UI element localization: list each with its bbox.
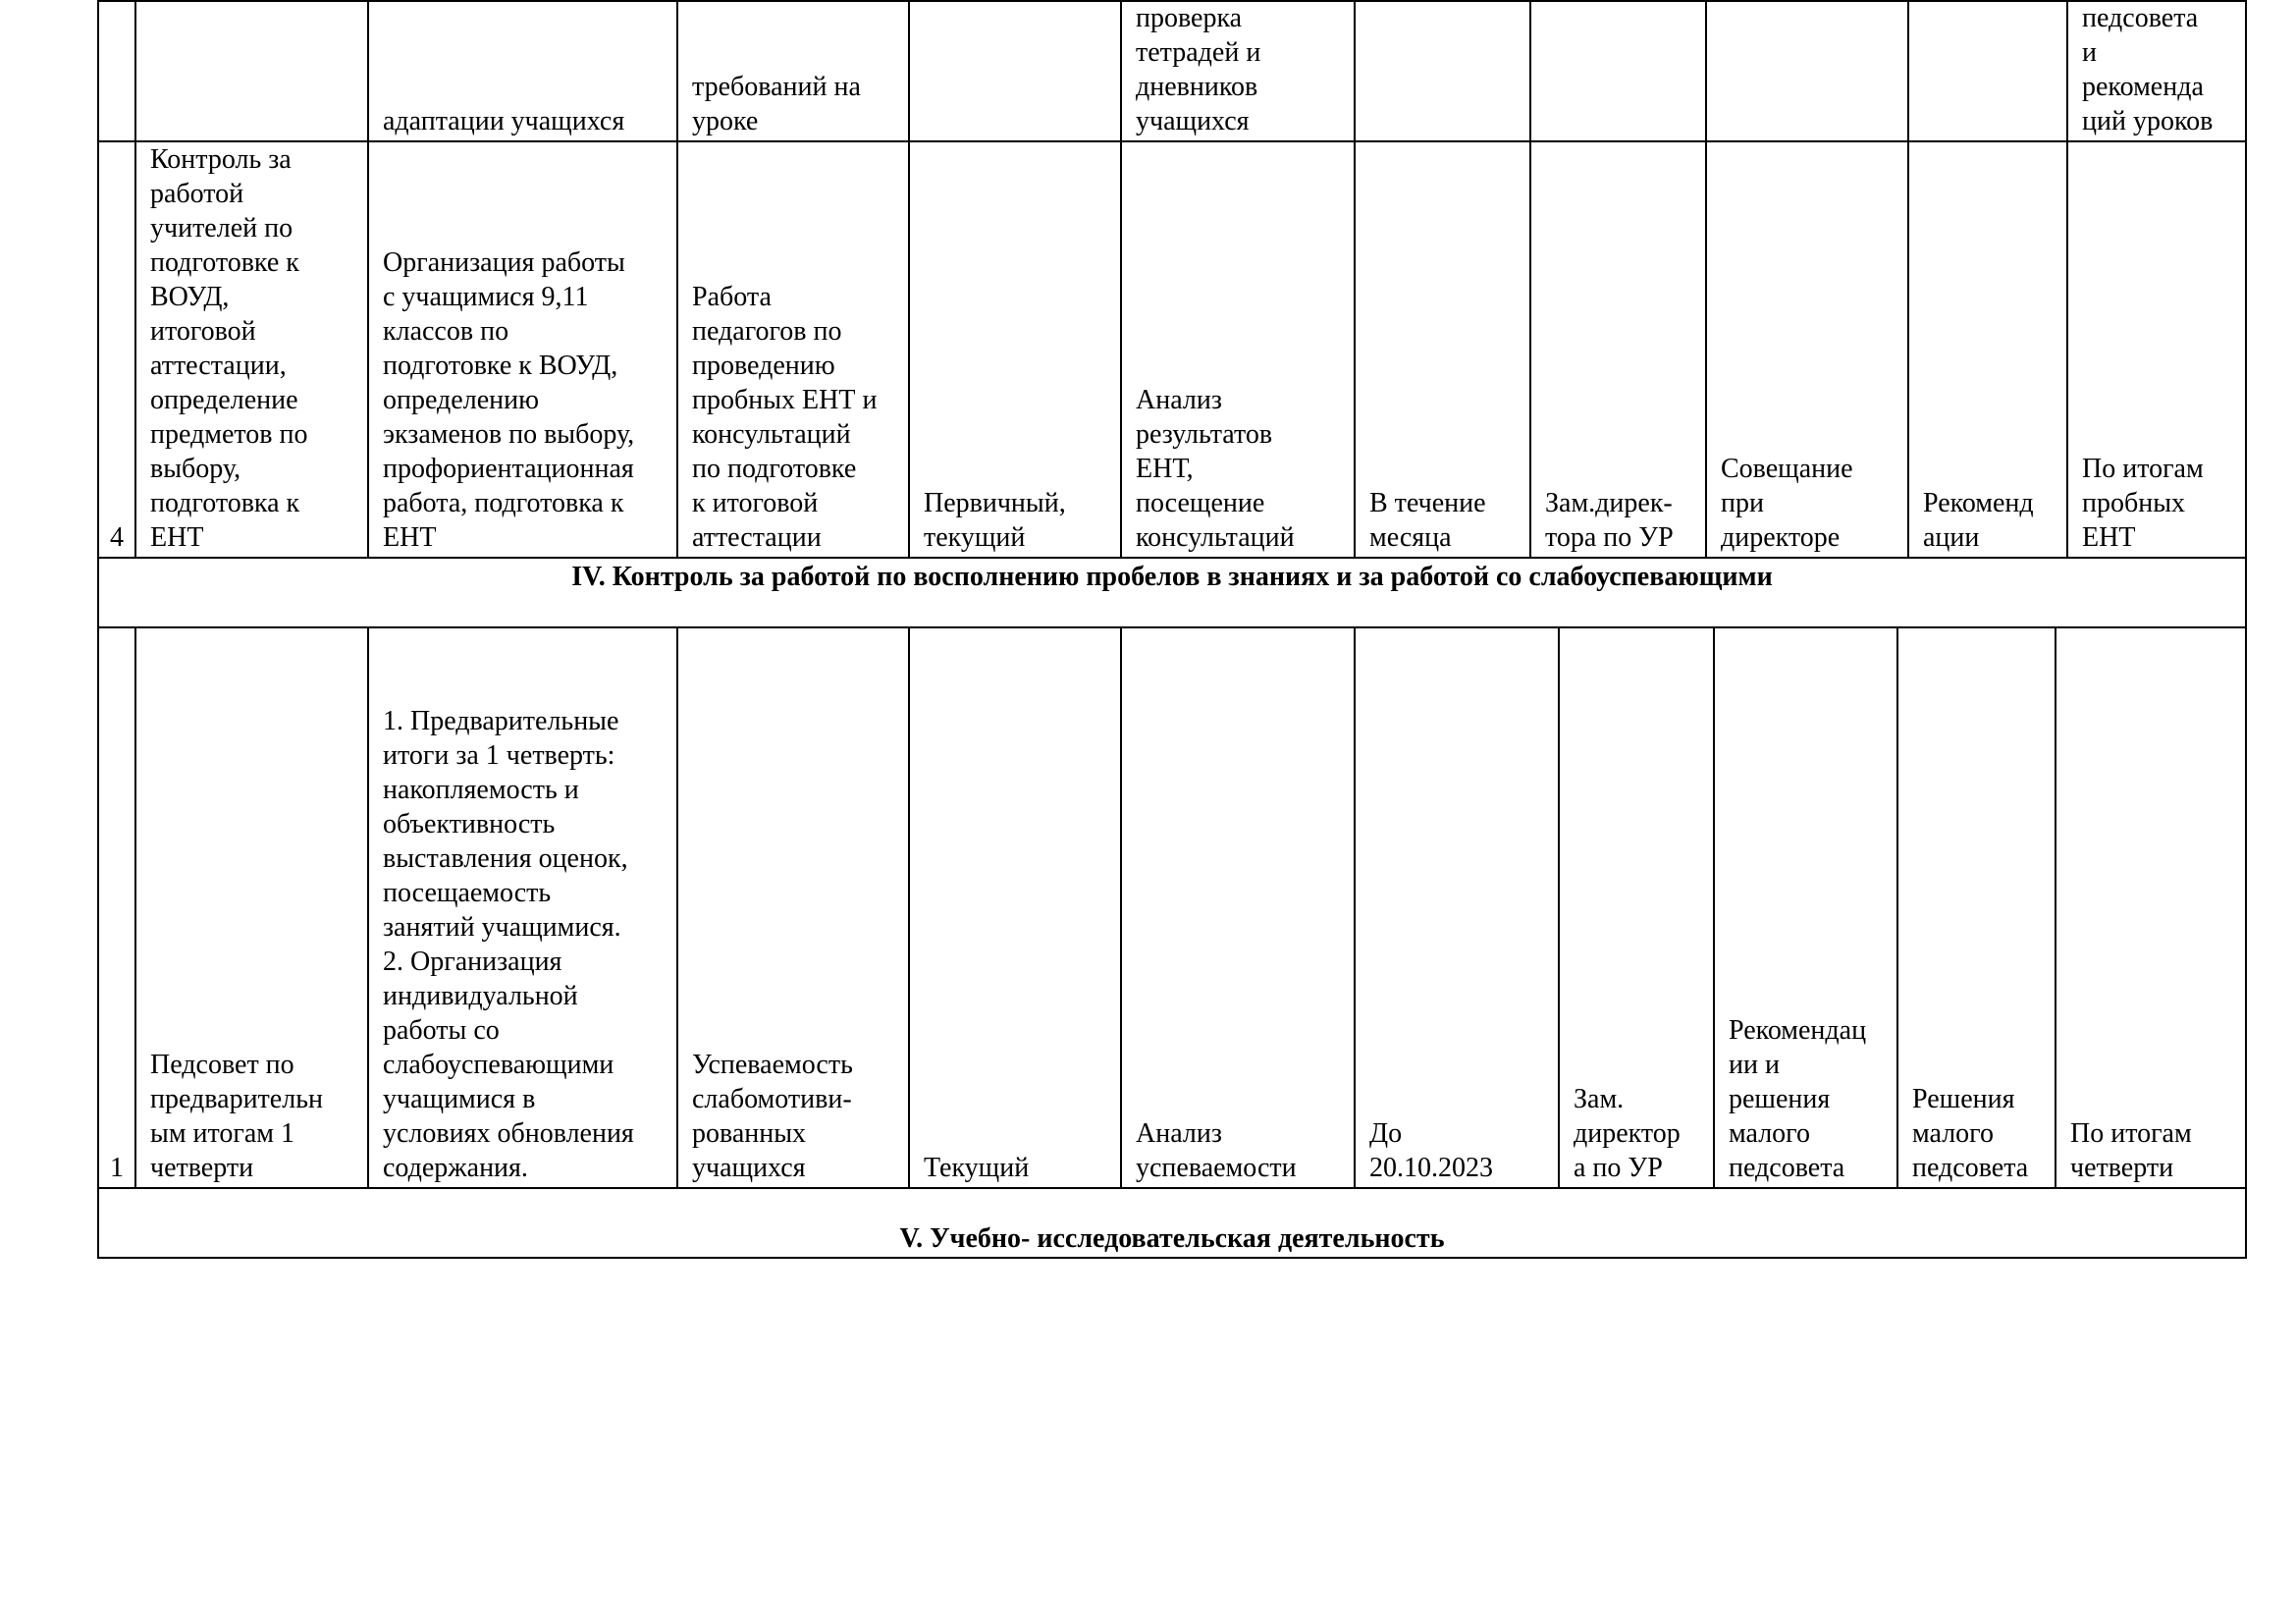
cell-method: Анализ успеваемости	[1136, 1118, 1297, 1183]
cell-topic: Контроль за работой учителей по подготовке к ВОУД, итоговой аттестации, определение предметов по выбору, подготовка к ЕНТ	[150, 144, 308, 553]
cell-method: Анализ результатов ЕНТ, посещение консультаций	[1136, 385, 1295, 553]
table-border	[97, 1187, 2246, 1189]
cell-repeat: педсовета и рекоменда ций уроков	[2082, 3, 2214, 136]
row-number: 1	[110, 1153, 124, 1183]
table-border	[97, 1257, 2246, 1259]
cell-goal: Организация работы с учащимися 9,11 классов по подготовке к ВОУД, определению экзаменов по выбору, профориентационная работа, подготовка к ЕНТ	[383, 247, 635, 553]
cell-repeat: По итогам пробных ЕНТ	[2082, 454, 2204, 553]
cell-object: Работа педагогов по проведению пробных ЕНТ и консультаций по подготовке к итоговой аттестации	[692, 282, 878, 553]
cell-place: Рекомендац ии и решения малого педсовета	[1729, 1015, 1867, 1183]
cell-repeat: По итогам четверти	[2070, 1118, 2192, 1183]
cell-goal: адаптации учащихся	[383, 106, 625, 136]
cell-type: Текущий	[924, 1153, 1030, 1183]
cell-responsible: Зам. директор а по УР	[1574, 1084, 1681, 1183]
cell-type: Первичный, текущий	[924, 488, 1066, 553]
row-number: 4	[110, 522, 124, 553]
section-heading: IV. Контроль за работой по восполнению пробелов в знаниях и за работой со слабоуспевающими	[571, 562, 1773, 592]
cell-decision: Рекоменд ации	[1923, 488, 2034, 553]
cell-topic: Педсовет по предварительн ым итогам 1 четверти	[150, 1050, 323, 1183]
cell-decision: Решения малого педсовета	[1912, 1084, 2029, 1183]
cell-goal: 1. Предварительные итоги за 1 четверть: накопляемость и объективность выставления оценок, посещаемость занятий учащимися. 2. Организация индивидуальной работы со слабоуспевающими учащимися в условиях обновления содержания.	[383, 706, 634, 1183]
cell-method: проверка тетрадей и дневников учащихся	[1136, 3, 1261, 136]
cell-object: Успеваемость слабомотиви- рованных учащихся	[692, 1050, 853, 1183]
cell-term: В течение месяца	[1369, 488, 1486, 553]
table-border	[2245, 0, 2247, 1259]
cell-term: До 20.10.2023	[1369, 1118, 1493, 1183]
section-heading: V. Учебно- исследовательская деятельность	[899, 1223, 1445, 1254]
cell-place: Совещание при директоре	[1721, 454, 1853, 553]
cell-responsible: Зам.дирек- тора по УР	[1545, 488, 1674, 553]
cell-object: требований на уроке	[692, 72, 861, 136]
